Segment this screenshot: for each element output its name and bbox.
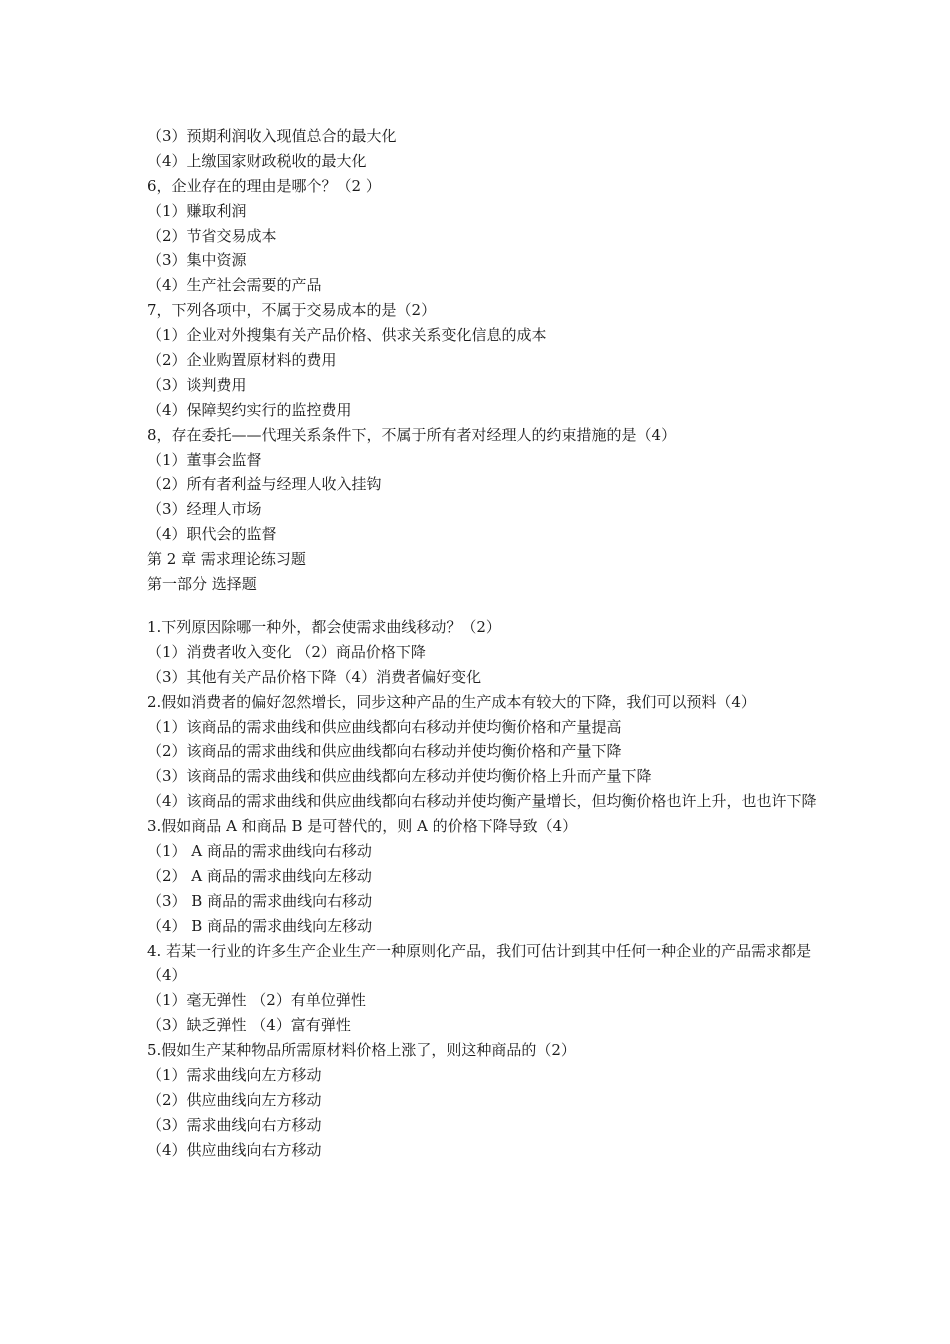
option-text: （3）其他有关产品价格下降（4）消费者偏好变化 — [147, 667, 482, 686]
option-text: （4）该商品的需求曲线和供应曲线都向右移动并使均衡产量增长，但均衡价格也许上升，也也许下降 — [147, 792, 817, 811]
option-text: （3）预期利润收入现值总合的最大化 — [147, 127, 397, 145]
option-text: （4）保障契约实行的监控费用 — [147, 400, 352, 419]
option-text: （2）供应曲线向左方移动 — [147, 1090, 322, 1109]
option-text: （1）该商品的需求曲线和供应曲线都向右移动并使均衡价格和产量提高 — [147, 717, 622, 736]
question-stem: 2.假如消费者的偏好忽然增长，同步这种产品的生产成本有较大的下降，我们可以预料（4） — [147, 692, 756, 711]
option-text: （3）谈判费用 — [147, 375, 247, 394]
chapter-title: 第 2 章 需求理论练习题 — [147, 550, 306, 569]
document-page — [147, 124, 827, 1163]
option-text: （1）赚取利润 — [147, 201, 247, 220]
option-text: （4）职代会的监督 — [147, 525, 277, 544]
question-stem: 4. 若某一行业的许多生产企业生产一种原则化产品，我们可估计到其中任何一种企业的产品需求都是（4） — [147, 941, 812, 985]
question-stem: 1.下列原因除哪一种外，都会使需求曲线移动？（2） — [147, 617, 501, 636]
option-text: （1）需求曲线向左方移动 — [147, 1066, 322, 1085]
option-text: （4）供应曲线向右方移动 — [147, 1140, 322, 1159]
option-text: （3）集中资源 — [147, 251, 247, 270]
option-text: （3）该商品的需求曲线和供应曲线都向左移动并使均衡价格上升而产量下降 — [147, 767, 652, 786]
option-text: （4） B 商品的需求曲线向左移动 — [147, 916, 373, 935]
blank-spacer — [147, 597, 827, 615]
option-text: （3）需求曲线向右方移动 — [147, 1115, 322, 1134]
part-heading: 第一部分 选择题 — [147, 575, 257, 594]
option-text: （2） A 商品的需求曲线向左移动 — [147, 866, 372, 885]
question-stem: 3.假如商品 A 和商品 B 是可替代的，则 A 的价格下降导致（4） — [147, 817, 578, 836]
question-stem: 8，存在委托——代理关系条件下，不属于所有者对经理人的约束措施的是（4） — [147, 425, 677, 444]
option-text: （3）经理人市场 — [147, 500, 262, 519]
question-stem: 7，下列各项中，不属于交易成本的是（2） — [147, 301, 437, 320]
option-text: （2）该商品的需求曲线和供应曲线都向右移动并使均衡价格和产量下降 — [147, 742, 622, 761]
option-text: （2）企业购置原材料的费用 — [147, 351, 337, 370]
option-text: （4）上缴国家财政税收的最大化 — [147, 151, 367, 170]
question-stem: 6，企业存在的理由是哪个？（2 ） — [147, 176, 381, 195]
option-text: （3）缺乏弹性 （4）富有弹性 — [147, 1016, 351, 1035]
option-text: （2）节省交易成本 — [147, 226, 277, 245]
question-stem: 5.假如生产某种物品所需原材料价格上涨了，则这种商品的（2） — [147, 1041, 576, 1060]
option-text: （1） A 商品的需求曲线向右移动 — [147, 841, 372, 860]
option-text: （4）生产社会需要的产品 — [147, 276, 322, 295]
option-text: （1）毫无弹性 （2）有单位弹性 — [147, 991, 366, 1010]
option-text: （1）企业对外搜集有关产品价格、供求关系变化信息的成本 — [147, 326, 547, 345]
option-text: （2）所有者利益与经理人收入挂钩 — [147, 475, 382, 494]
option-text: （1）董事会监督 — [147, 450, 262, 469]
option-text: （3） B 商品的需求曲线向右移动 — [147, 891, 373, 910]
option-text: （1）消费者收入变化 （2）商品价格下降 — [147, 642, 426, 661]
